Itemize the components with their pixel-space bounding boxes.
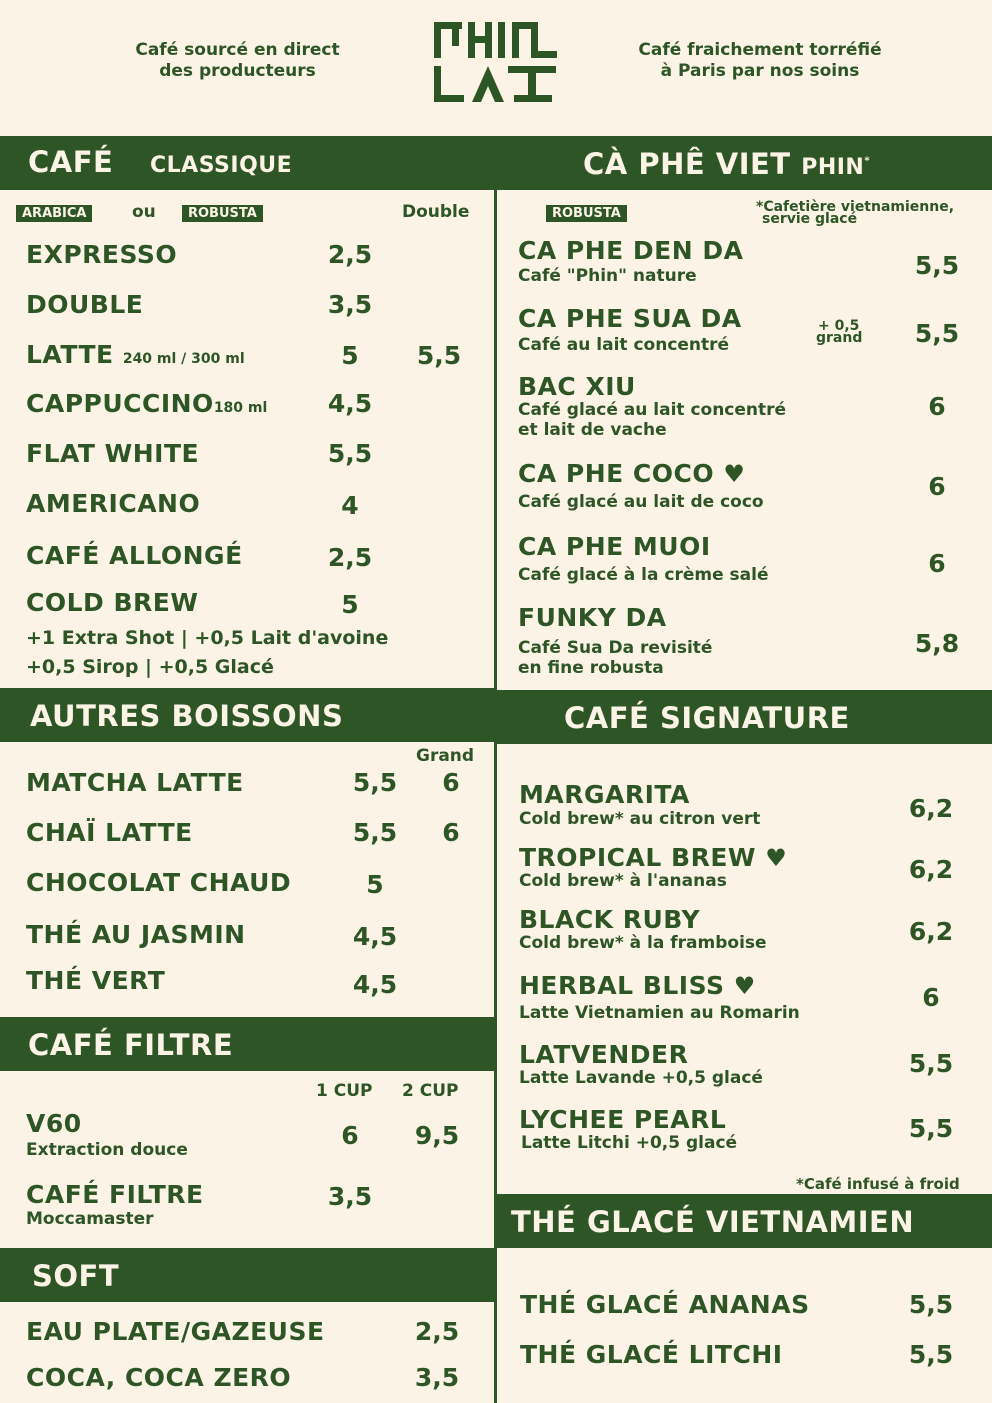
- item-name: [26, 340, 245, 369]
- title-star: *: [864, 155, 871, 167]
- item-price: 5: [341, 590, 359, 619]
- item-name: CA PHE SUA DA: [518, 304, 742, 333]
- item-price: 6,2: [908, 917, 954, 946]
- item-size: 240 ml / 300 ml: [122, 351, 245, 367]
- item-price: 3,5: [414, 1363, 460, 1392]
- item-price: 4,5: [327, 389, 373, 418]
- item-name: CAFÉ ALLONGÉ: [26, 541, 243, 570]
- title-main: CÀ PHÊ VIET: [583, 147, 791, 181]
- item-name: MATCHA LATTE: [26, 768, 244, 797]
- item-price: 5,5: [908, 1114, 954, 1143]
- item-name: LYCHEE PEARL: [519, 1105, 727, 1134]
- item-price: 5,5: [327, 439, 373, 468]
- item-desc: Cold brew* au citron vert: [519, 809, 761, 829]
- cup1-label: 1 CUP: [316, 1081, 373, 1101]
- item-desc: Moccamaster: [26, 1209, 154, 1229]
- tagline-left: Café sourcé en direct des producteurs: [135, 40, 340, 82]
- item-name: AMERICANO: [26, 489, 201, 518]
- item-name: V60: [26, 1109, 82, 1138]
- item-desc: Cold brew* à la framboise: [519, 933, 767, 953]
- item-price: 2,5: [414, 1317, 460, 1346]
- item-price: 4,5: [352, 970, 398, 999]
- viet-footnote: servie glacé: [762, 211, 858, 227]
- item-price: 6: [928, 549, 946, 578]
- item-price: 5,5: [352, 768, 398, 797]
- section-title-cafe-filtre: CAFÉ FILTRE: [28, 1028, 234, 1062]
- section-subtitle-classique: CLASSIQUE: [150, 153, 293, 178]
- item-price: 6: [928, 392, 946, 421]
- item-desc: Cold brew* à l'ananas: [519, 871, 727, 891]
- item-size: 180 ml: [213, 400, 268, 416]
- item-price: 6: [341, 1121, 359, 1150]
- item-price-grand: 6: [442, 768, 460, 797]
- signature-footnote: *Café infusé à froid: [796, 1175, 960, 1193]
- item-price: 4: [341, 491, 359, 520]
- item-price: 5: [366, 870, 384, 899]
- item-desc: Café glacé à la crème salé: [518, 565, 769, 585]
- pill-arabica: ARABICA: [16, 205, 92, 222]
- double-label: Double: [402, 202, 470, 222]
- section-title-cafe-signature: CAFÉ SIGNATURE: [564, 701, 850, 735]
- section-title-the-glace: THÉ GLACÉ VIETNAMIEN: [511, 1205, 915, 1239]
- item-name-text: CAPPUCCINO: [26, 389, 214, 418]
- item-name-text: LATTE: [26, 340, 114, 369]
- item-price: 5,5: [914, 319, 960, 348]
- item-price-2cup: 9,5: [414, 1121, 460, 1150]
- item-price: 4,5: [352, 922, 398, 951]
- item-name: DOUBLE: [26, 290, 144, 319]
- item-name: [26, 389, 267, 418]
- item-name: COCA, COCA ZERO: [26, 1363, 292, 1392]
- item-price-double: 5,5: [416, 341, 462, 370]
- item-price: 2,5: [327, 543, 373, 572]
- item-price: 5: [341, 341, 359, 370]
- item-name: THÉ GLACÉ ANANAS: [520, 1290, 810, 1319]
- item-desc: Café au lait concentré: [518, 335, 730, 355]
- item-name: LATVENDER: [519, 1040, 689, 1069]
- item-price: 3,5: [327, 290, 373, 319]
- phin-logo: [432, 20, 560, 104]
- item-name: CA PHE MUOI: [518, 532, 711, 561]
- item-price: 5,5: [352, 818, 398, 847]
- section-title-cafe: CAFÉ: [28, 145, 114, 179]
- grand-extra: grand: [816, 330, 863, 346]
- pill-robusta: ROBUSTA: [546, 205, 627, 222]
- item-name: EAU PLATE/GAZEUSE: [26, 1317, 325, 1346]
- item-name: CHOCOLAT CHAUD: [26, 868, 292, 897]
- section-band-cafe-classique: [0, 136, 494, 190]
- item-desc: et lait de vache: [518, 420, 667, 440]
- item-price: 6: [922, 983, 940, 1012]
- item-price: 5,5: [914, 251, 960, 280]
- item-price: 6,2: [908, 855, 954, 884]
- item-name: FLAT WHITE: [26, 439, 200, 468]
- item-price: 6,2: [908, 794, 954, 823]
- viet-footnote: *Cafetière vietnamienne,: [756, 199, 955, 215]
- item-price: 5,5: [908, 1290, 954, 1319]
- extras-line: +1 Extra Shot | +0,5 Lait d'avoine: [26, 627, 389, 649]
- item-price: 3,5: [327, 1182, 373, 1211]
- section-title-ca-phe-viet: [583, 147, 870, 181]
- heart-icon: ♥: [765, 844, 788, 872]
- section-band-cafe-filtre: [0, 1017, 494, 1071]
- item-desc: Café glacé au lait de coco: [518, 492, 764, 512]
- item-name: BAC XIU: [518, 372, 636, 401]
- item-desc: Café "Phin" nature: [518, 266, 697, 286]
- item-name: THÉ AU JASMIN: [26, 920, 246, 949]
- item-desc: Latte Vietnamien au Romarin: [519, 1003, 800, 1023]
- item-name: CA PHE DEN DA: [518, 236, 744, 265]
- item-name: THÉ VERT: [26, 966, 166, 995]
- section-band-cafe-signature: [497, 690, 992, 744]
- item-name: THÉ GLACÉ LITCHI: [520, 1340, 783, 1369]
- grand-extra: + 0,5: [818, 318, 860, 334]
- title-phin: PHIN: [801, 155, 865, 180]
- pill-robusta: ROBUSTA: [182, 205, 263, 222]
- item-desc: Café Sua Da revisité: [518, 638, 713, 658]
- section-band-soft: [0, 1248, 494, 1302]
- section-band-the-glace: [497, 1194, 992, 1248]
- item-price: 5,5: [908, 1049, 954, 1078]
- item-price: 6: [928, 472, 946, 501]
- heart-icon: ♥: [733, 972, 756, 1000]
- grand-label: Grand: [416, 746, 475, 766]
- item-name: COLD BREW: [26, 588, 199, 617]
- item-desc: Latte Litchi +0,5 glacé: [521, 1133, 738, 1153]
- item-name: BLACK RUBY: [519, 905, 701, 934]
- section-band-autres-boissons: [0, 688, 494, 742]
- item-price: 2,5: [327, 240, 373, 269]
- item-desc: Café glacé au lait concentré: [518, 400, 787, 420]
- item-name-text: HERBAL BLISS: [519, 971, 725, 1000]
- item-desc: en fine robusta: [518, 658, 664, 678]
- extras-line: +0,5 Sirop | +0,5 Glacé: [26, 656, 274, 678]
- or-label: ou: [132, 202, 156, 222]
- item-name-text: TROPICAL BREW: [519, 843, 756, 872]
- item-price: 5,8: [914, 629, 960, 658]
- item-name: MARGARITA: [519, 780, 690, 809]
- section-band-ca-phe-viet: [497, 136, 992, 190]
- section-title-soft: SOFT: [32, 1259, 120, 1293]
- item-desc: Extraction douce: [26, 1140, 188, 1160]
- item-name: EXPRESSO: [26, 240, 178, 269]
- item-name: [518, 459, 745, 488]
- item-price-grand: 6: [442, 818, 460, 847]
- logo-graphic: [432, 20, 560, 104]
- item-name: CHAÏ LATTE: [26, 818, 193, 847]
- item-name: [519, 971, 756, 1000]
- item-name: FUNKY DA: [518, 603, 667, 632]
- heart-icon: ♥: [723, 460, 746, 488]
- item-name: [519, 843, 787, 872]
- item-name: CAFÉ FILTRE: [26, 1180, 204, 1209]
- cup2-label: 2 CUP: [402, 1081, 459, 1101]
- section-title-autres-boissons: AUTRES BOISSONS: [30, 699, 344, 733]
- item-name-text: CA PHE COCO: [518, 459, 715, 488]
- item-desc: Latte Lavande +0,5 glacé: [519, 1068, 763, 1088]
- item-price: 5,5: [908, 1340, 954, 1369]
- tagline-right: Café fraichement torréfié à Paris par nos soins: [638, 40, 882, 82]
